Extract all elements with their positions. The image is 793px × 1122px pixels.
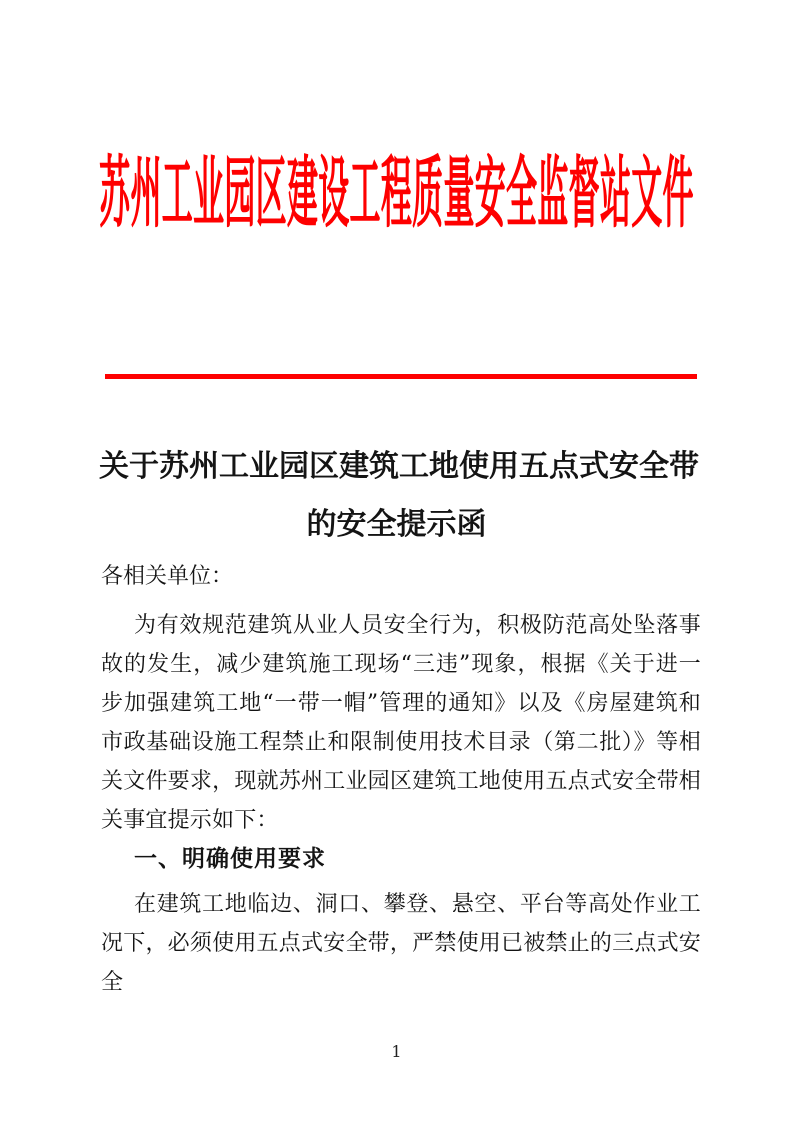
section-1-heading: 一、明确使用要求 (134, 846, 326, 872)
document-title-line-1: 关于苏州工业园区建筑工地使用五点式安全带 (99, 449, 699, 484)
red-divider-line (105, 374, 697, 379)
section-1-paragraph: 在建筑工地临边、洞口、攀登、悬空、平台等高处作业工况下，必须使用五点式安全带，严禁使用已被禁止的三点式安全 (101, 892, 701, 995)
document-title-line-2: 的安全提示函 (306, 507, 487, 542)
intro-paragraph: 为有效规范建筑从业人员安全行为，积极防范高处坠落事故的发生，减少建筑施工现场“三违”现象，根据《关于进一步加强建筑工地“一带一帽”管理的通知》以及《房屋建筑和市政基础设施工程禁止和限制使用技术目录（第二批）》等相关文件要求，现就苏州工业园区建筑工地使用五点式安全带相关事宜提示如下： (101, 613, 701, 833)
document-title (99, 438, 699, 554)
page-number: 1 (391, 1042, 402, 1061)
letterhead-org-title: 苏州工业园区建设工程质量安全监督站文件 (99, 149, 694, 240)
salutation: 各相关单位： (101, 564, 234, 589)
